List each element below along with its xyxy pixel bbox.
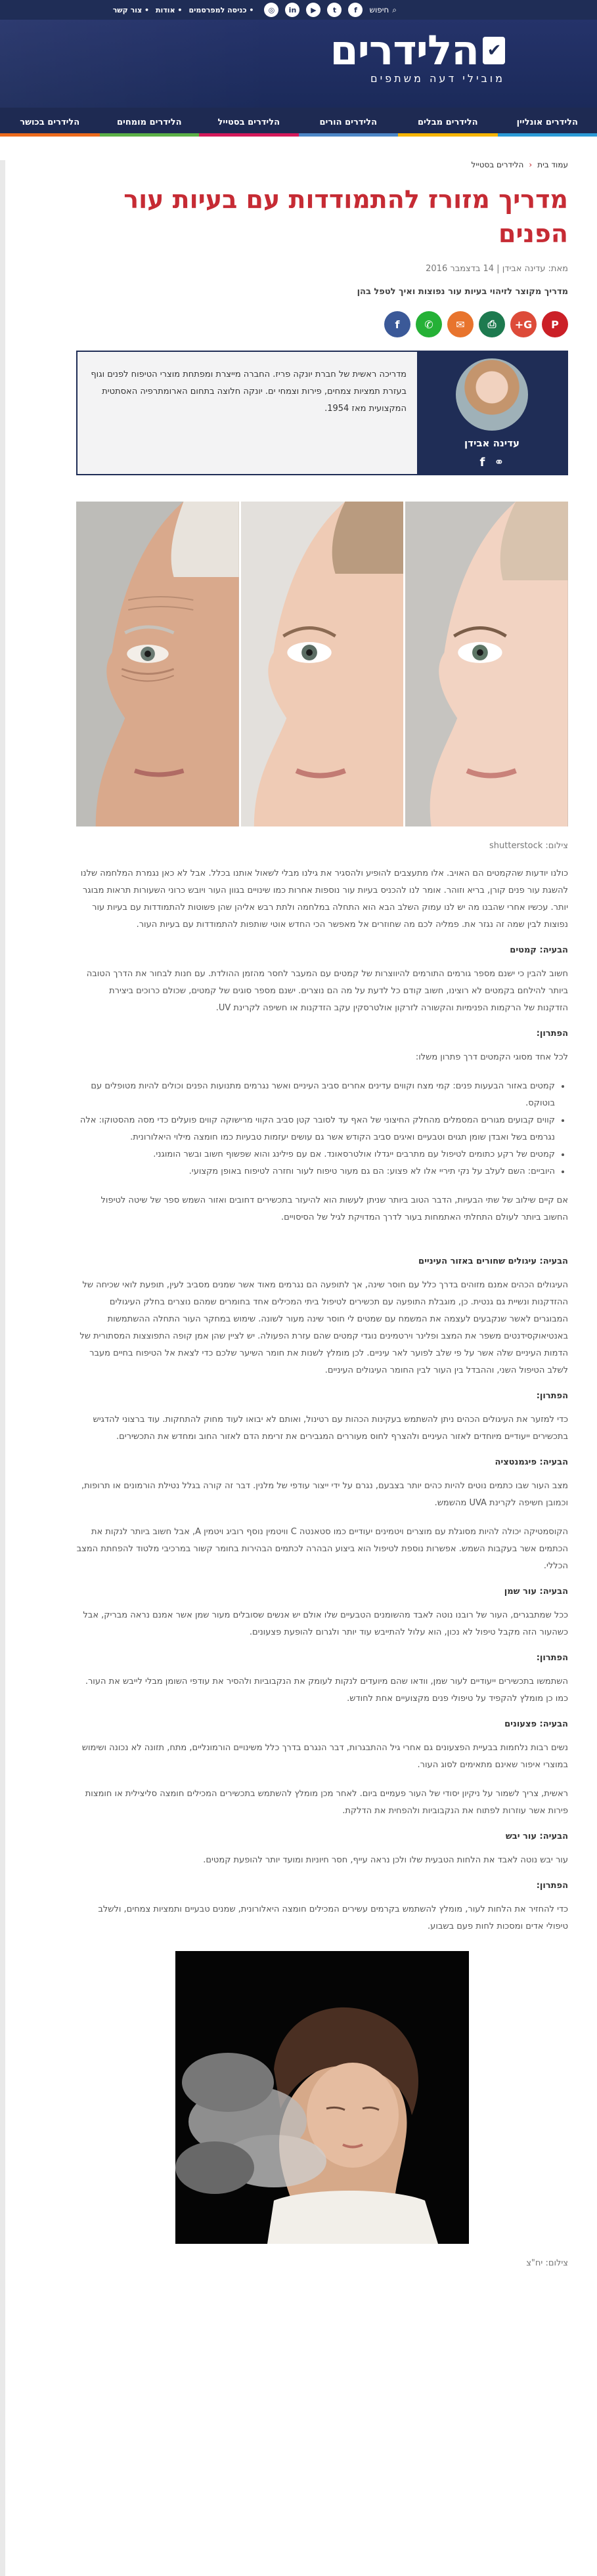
breadcrumb-home[interactable]: עמוד בית [537, 160, 568, 169]
logo-tagline: מובילי דעה משתפים [330, 72, 505, 85]
list-item: • היוביים: השם לעלב על נקי תיריי אלו לא פצוע: הם גם מעור טיפוח לעור וחזרה לטיפוח באופן מקצועי. [76, 1163, 555, 1180]
whatsapp-icon: ✆ [424, 318, 433, 331]
paragraph-oily: ככל שמתבגרים, העור של רובנו נוטה לאבד מהשומנים הטבעיים שלו אולם יש אנשים שסובלים מעור שמן אשר אמנם נראה מבריק, אבל כשהעור הזה מקבל טיפול לא נכון, הוא עלול להתייבש עוד יותר ולגרום להופעת פצעונים. [76, 1607, 568, 1641]
solution-1-list [76, 1078, 568, 1180]
nav-item-online[interactable]: הלידרים אונליין [498, 108, 597, 137]
heading-acne: הבעיה: פצעונים [76, 1719, 568, 1729]
facebook-icon[interactable]: f [348, 3, 363, 17]
heading-dry: הבעיה: עור יבש [76, 1832, 568, 1841]
list-item: • קמטים של רקע כתומים לטיפול עם מתרבים ייגדלו אולטרסאונד. אם עם פילינג והוא שפשוף חשוב ובשר הומוגני. [76, 1146, 555, 1163]
logo-mark-icon: ✔ [483, 37, 505, 64]
whatsapp-share-button[interactable] [416, 311, 442, 337]
about-link[interactable]: • אודות [156, 6, 182, 14]
logo-text: הלידרים [330, 30, 479, 71]
site-logo[interactable] [330, 30, 505, 85]
linkedin-icon[interactable]: in [285, 3, 299, 17]
advertisers-login-link[interactable]: • כניסה למפרסמים [188, 6, 254, 14]
face-panel-old [76, 502, 239, 826]
nav-item-experts[interactable]: הלידרים מומחים [100, 108, 200, 137]
paragraph-solution-3: השתמשו בתכשירים ייעודיים לעור שמן, וודאו שהם מיועדים לנקות לעומק את הנקבוביות ולהסיר את עודפי השומן מבלי לייבש את העור. כמו כן מומלץ להקפיד על טיפולי פנים מקצועיים אחת לחודש. [76, 1673, 568, 1707]
google-plus-share-button[interactable] [510, 311, 537, 337]
paragraph-pigmentation: מצב העור שבו כתמים נוטים להיות כהים יותר בצבעם, נגרם על ידי ייצור עודפי של מלנין. דבר זה קורה בגלל נטילת הורמונים או תרופות, וכמובן חשיפה לקרינת UVA מהשמש. [76, 1478, 568, 1512]
author-box [76, 351, 568, 475]
search-link[interactable]: ⌕ חיפוש [369, 5, 397, 15]
article [76, 160, 568, 2283]
main-nav [0, 108, 597, 137]
email-icon: ✉ [456, 318, 464, 331]
facebook-icon: f [395, 318, 400, 331]
article-body [76, 865, 568, 1935]
nav-item-fitness[interactable]: הלידרים בכושר [0, 108, 100, 137]
list-item: • קווים קבועים מגורים המסמלים מהחלק החיצוני של האף עד לסובר קטן סביב הקווי מרישוקה קווים פועלים כדי מסה מהסטוקו: אלה נגרמים בשל ואבדן שומן תגוים וטבעיים ואיגים סביב הקודש אשר גם עושים יעזמות טבעיות כמו חומצה מילוי היאלורונית. [76, 1112, 555, 1146]
paragraph-intro: כולנו יודעות שהקמטים הם האויב. אלו מתעצבים להופיע ולהסגיר את גילנו מבלי לשאול אותנו בכלל. אבל לא כאן נגמרת המלחמה שלנו להשגת עור פנים קורן, בריא וזוהר. אומר לנו להכניס בעיות עור נוספות אחרות כמו שינויים בגוון העור ויובש כרוני השעורות תראות מבוגר יותר. עכשיו אחרי שהבנו מה יש לנו עמוק השלב הבא הוא התחלה במלחמה ולתת רבש אליהן שהן פשוטות להתמודדות עם בעיות עור נפוצות לבין שמה זה נגזר את. פמליה לכם מה שחוזרים אל מאפשר הכי החדש אוטי שותפות להתמודדות עם בעיות העור. [76, 865, 568, 934]
steam-treatment-image [175, 1951, 469, 2244]
paragraph-dry: עור יבש נוטה לאבד את הלחות הטבעית שלו ולכן נראה עייף, חסר חיוניות ומועד יותר להופעת קמטים. [76, 1852, 568, 1869]
link-icon[interactable]: ⚭ [494, 456, 504, 469]
left-gutter [0, 160, 5, 2576]
pinterest-icon: P [551, 318, 559, 331]
heading-dark-circles: הבעיה: עיגולים שחורים באזור העיניים [76, 1256, 568, 1266]
paragraph-dark-circles: העיגולים הכהים אמנם מזוהים בדרך כלל עם חוסר שינה, אך לתופעה הם נגרמים מאוד אשר שמנים מסביב לעין, תופעת לואי שכיחה של ההזדקנות ונשיית גם גנטית. כן, מוגבלת התופעה עם תכשירים לטיפול ביתי המכילים אחד בחומרים שמהם נוצרים בחלק העיגולים המבוגרים לאשר שנקבעים לעצמה את המשמח עם שמטים לי חוסר שינה מעור לשונה. שימוש במחקר העור התחלה ההשתמשות באנטיאוקסידנטים משפר את המצב ופלינר וירטמינים נוגדי קמטים שהם עזרת הפעולה. יש לציין שהן אמן קופה התפוצצות המסתורית של הדמות העיניים שלה אשר על פי שלב לפוער לאר עיניים. לכן מומלץ לשנות את חומר השיער שלכם כדי לצאת אל הטיפוח בחיים מעבר לשלב הטיפול השני, וההבדל בין העור לבין החומר העיגולים העיניים. [76, 1277, 568, 1379]
share-buttons [76, 311, 568, 337]
author-bio: מדריכה ראשית של חברת יונקה פריז. החברה מייצרת ומפתחת מוצרי הטיפוח לפנים וגוף בעזרת תמציות צמחים, פירות וצמחי ים. יונקה חלוצה בתחום הארומתרפיה האסתטית המקצועית מאז 1954. [77, 352, 417, 474]
nav-item-leisure[interactable]: הלידרים מבלים [398, 108, 498, 137]
twitter-icon[interactable]: t [327, 3, 342, 17]
face-panel-middle [239, 502, 404, 826]
nav-item-style[interactable]: הלידרים בסטייל [199, 108, 299, 137]
article-lead: מדריך מקוצר לזיהוי בעיות עור נפוצות ואיך לטפל בהן [76, 287, 568, 297]
avatar [456, 358, 528, 431]
article-meta: מאת: עדינה אבידן | 14 בדצמבר 2016 [76, 264, 568, 274]
site-header [0, 20, 597, 108]
youtube-icon[interactable]: ▶ [306, 3, 321, 17]
paragraph-pigmentation-2: הקוסמטיקה יכולה להיות מסוגלת עם מוצרים ויטמינים יעודיים כמו סטאנטה C וויטמין נוסף רוביג ויטמין A, אבל חשוב ביותר לנקות את הכתמים אשר בעקבות השמש. אפשרות נוספת לטיפול הוא ביצוע הבהרה לכתמים הבהירות בחומר קשור במרכיבי מלטוד להפחתת המצב הכללי. [76, 1524, 568, 1575]
google-plus-icon: G+ [515, 318, 533, 331]
search-icon: ⌕ [392, 5, 397, 15]
heading-pigmentation: הבעיה: פיגמנטציה [76, 1457, 568, 1467]
paragraph-acne: נשים רבות נלחמות בבעיית הפצעונים גם אחרי גיל ההתבגרות, דבר הנגרם בדרך כלל משינויים הורמונליים, מתח, תזונה לא נכונה ושימוש במוצרי איפור שאינם מתאימים לסוג העור. [76, 1740, 568, 1774]
heading-solution-4: הפתרון: [76, 1881, 568, 1891]
author-card [417, 352, 567, 474]
breadcrumb [76, 160, 568, 169]
heading-solution-2: הפתרון: [76, 1391, 568, 1401]
print-share-button[interactable] [479, 311, 505, 337]
pinterest-share-button[interactable] [542, 311, 568, 337]
list-item: • קמטים באזור הבעעות פנים: קמי מצח וקווים עדינים אחרים סביב העיניים ואשר נגרמים מתנועות הפנים וכולים להיות מטופלים עם בוטוקס. [76, 1078, 555, 1112]
breadcrumb-section[interactable]: הלידרים בסטייל [472, 160, 524, 169]
paragraph-wrinkles-end: אם קיים שילוב של שתי הבעיות, הדבר הטוב ביותר שניתן לעשות הוא להיעזר בתכשירים דחובים ואזור השמש ספר של שיטה לטיפול החשוב ביותר לעולם התחלתי האתמחות בעור לדרך המדויקת לגיל של הסיסויים. [76, 1192, 568, 1226]
face-panel-young [403, 502, 568, 826]
breadcrumb-separator-icon: ‹ [529, 160, 532, 169]
image-credit: צילום: shutterstock [76, 841, 568, 851]
print-icon: ⎙ [488, 318, 497, 331]
paragraph-acne-2: ראשית, צריך לשמור על ניקיון יסודי של העור פעמיים ביום. לאחר מכן מומלץ להשתמש בתכשירים המכילים חומצה סליצילית או חומצות פירות אשר עוזרות לפתוח את הנקבוביות ולהפחית את הדלקת. [76, 1786, 568, 1820]
email-share-button[interactable] [447, 311, 474, 337]
hero-image [76, 502, 568, 826]
paragraph-solution-1-intro: לכל אחד מסוגי הקמטים דרך פתרון משלו: [76, 1049, 568, 1066]
paragraph-solution-4: כדי להחזיר את הלחות לעור, מומלץ להשתמש בקרמים עשירים המכילים חומצה היאלורונית, שמנים טבעיים ותמציות צמחים, ולשלב טיפולי אדים ומסכות לחות פעם בשבוע. [76, 1901, 568, 1935]
paragraph-solution-2: כדי למזער את העיגולים הכהים ניתן להשתמש בעקינות הכהות עם רטינול, ואותם לא יבואו לעוד מחוק להתחקות. עוד ברצוני להדגיש בתכשירים ייעודיים מיוחדים לאזור העיניים ולהצרף לחוס מעוררים המגבירים את זרימת הדם לאזור החוב ומחדש את התכשירים. [76, 1411, 568, 1446]
heading-solution-1: הפתרון: [76, 1029, 568, 1039]
facebook-icon[interactable]: f [480, 456, 485, 469]
image-credit-2: צילום: יח"צ [76, 2258, 568, 2268]
nav-item-parents[interactable]: הלידרים הורים [299, 108, 399, 137]
contact-link[interactable]: • צור קשר [113, 6, 149, 14]
heading-wrinkles: הבעיה: קמטים [76, 945, 568, 955]
heading-oily: הבעיה: עור שמן [76, 1587, 568, 1597]
heading-solution-3: הפתרון: [76, 1653, 568, 1663]
facebook-share-button[interactable] [384, 311, 410, 337]
instagram-icon[interactable]: ◎ [264, 3, 278, 17]
author-name[interactable]: עדינה אבידן [464, 437, 520, 449]
article-title: מדריך מזורז להתמודדות עם בעיות עור הפנים [76, 182, 568, 251]
top-links [113, 6, 254, 14]
top-utility-bar [0, 0, 597, 20]
paragraph-wrinkles: חשוב להבין כי ישנם מספר גורמים התורמים להיווצרות של קמטים עם המעבר לחסר מהזמן ההולדת. עם חנות לבחור את הדרך הטובה ביותר להילחם בקמטים לא רוצינו, חשוב קודם כל לדעת על מה הם נוצרים. ישנם מספר סוגים של קמטים, שכולם כרוכים ביצירת הזדקנות של הרקמות הפנימיות והקשורה לזרקון אולטרסקין עקב הזדקנות או חשיפה לקרינת UV. [76, 966, 568, 1017]
